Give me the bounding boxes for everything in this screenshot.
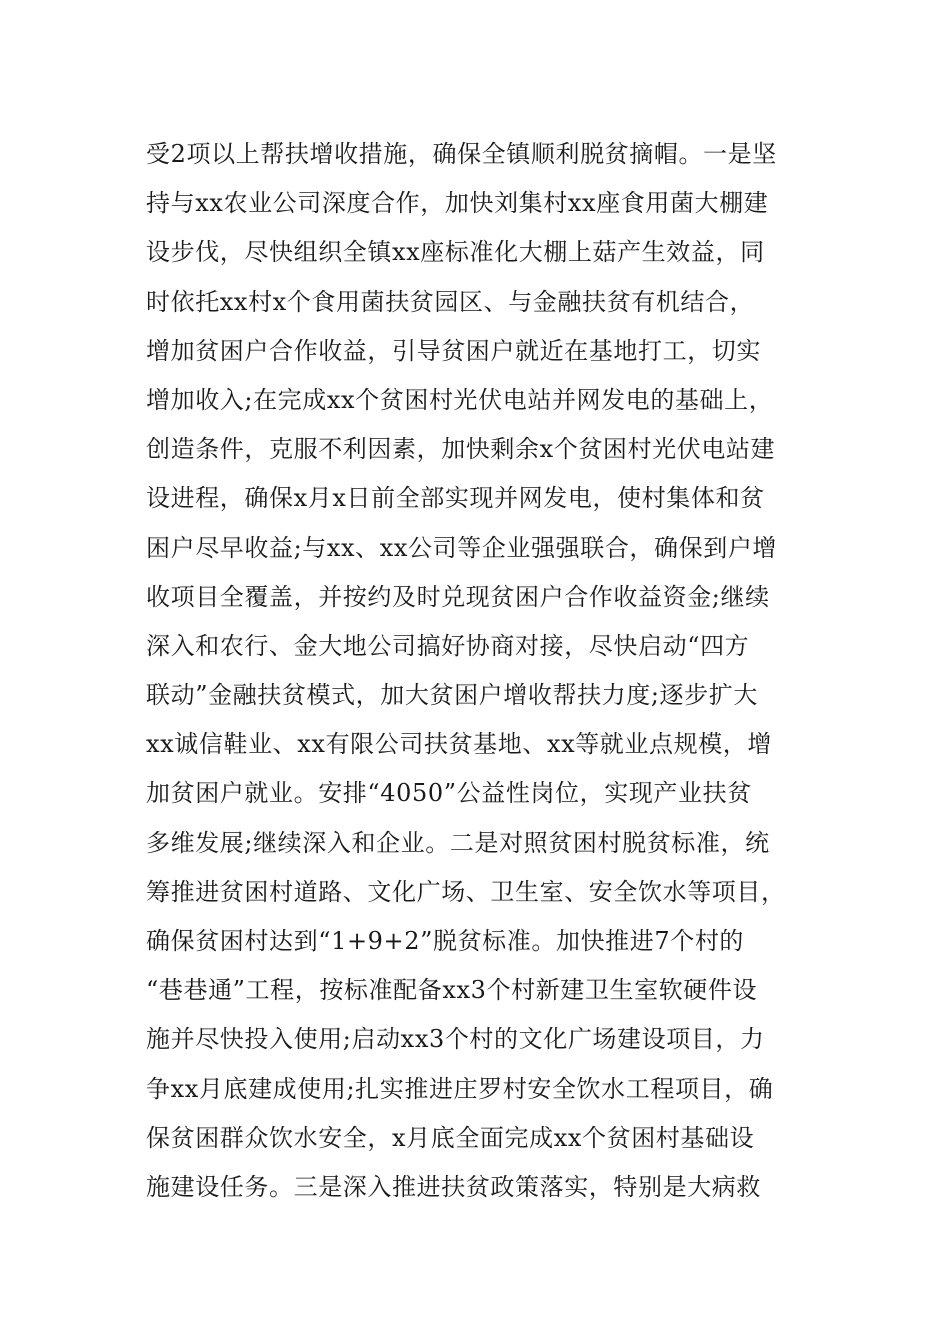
body-text (146, 130, 826, 1212)
text-line: 时依托xx村x个食用菌扶贫园区、与金融扶贫有机结合， (146, 287, 755, 316)
text-line: 深入和农行、金大地公司搞好协商对接，尽快启动“四方 (146, 631, 750, 660)
text-line: 设进程，确保x月x日前全部实现并网发电，使村集体和贫 (146, 484, 765, 513)
text-line: 加贫困户就业。安排“4050”公益性岗位，实现产业扶贫 (146, 779, 752, 808)
text-line: 筹推进贫困村道路、文化广场、卫生室、安全饮水等项目， (146, 877, 786, 906)
text-line: 收项目全覆盖，并按约及时兑现贫困户合作收益资金;继续 (146, 582, 770, 611)
text-line: xx诚信鞋业、xx有限公司扶贫基地、xx等就业点规模，增 (146, 730, 773, 759)
text-line: 困户尽早收益;与xx、xx公司等企业强强联合，确保到户增 (146, 533, 778, 562)
text-line: 联动”金融扶贫模式，加大贫困户增收帮扶力度;逐步扩大 (146, 681, 758, 710)
text-line: 施并尽快投入使用;启动xx3个村的文化广场建设项目，力 (146, 1025, 765, 1054)
text-line: 争xx月底建成使用;扎实推进庄罗村安全饮水工程项目，确 (146, 1074, 774, 1103)
text-line: 多维发展;继续深入和企业。二是对照贫困村脱贫标准，统 (146, 828, 770, 857)
text-line: 确保贫困村达到“1+9+2”脱贫标准。加快推进7个村的 (146, 927, 745, 955)
text-line: “巷巷通”工程，按标准配备xx3个村新建卫生室软硬件设 (146, 976, 758, 1005)
text-line: 保贫困群众饮水安全，x月底全面完成xx个贫困村基础设 (146, 1123, 755, 1152)
text-line: 持与xx农业公司深度合作，加快刘集村xx座食用菌大棚建 (146, 189, 769, 218)
text-line: 增加贫困户合作收益，引导贫困户就近在基地打工，切实 (146, 336, 761, 365)
text-line: 创造条件，克服不利因素，加快剩余x个贫困村光伏电站建 (146, 435, 776, 464)
text-line: 施建设任务。三是深入推进扶贫政策落实，特别是大病救 (146, 1172, 761, 1201)
text-line: 增加收入;在完成xx个贫困村光伏电站并网发电的基础上， (146, 385, 774, 414)
text-line: 受2项以上帮扶增收措施，确保全镇顺利脱贫摘帽。一是坚 (146, 140, 777, 168)
text-line: 设步伐，尽快组织全镇xx座标准化大棚上菇产生效益，同 (146, 238, 765, 267)
